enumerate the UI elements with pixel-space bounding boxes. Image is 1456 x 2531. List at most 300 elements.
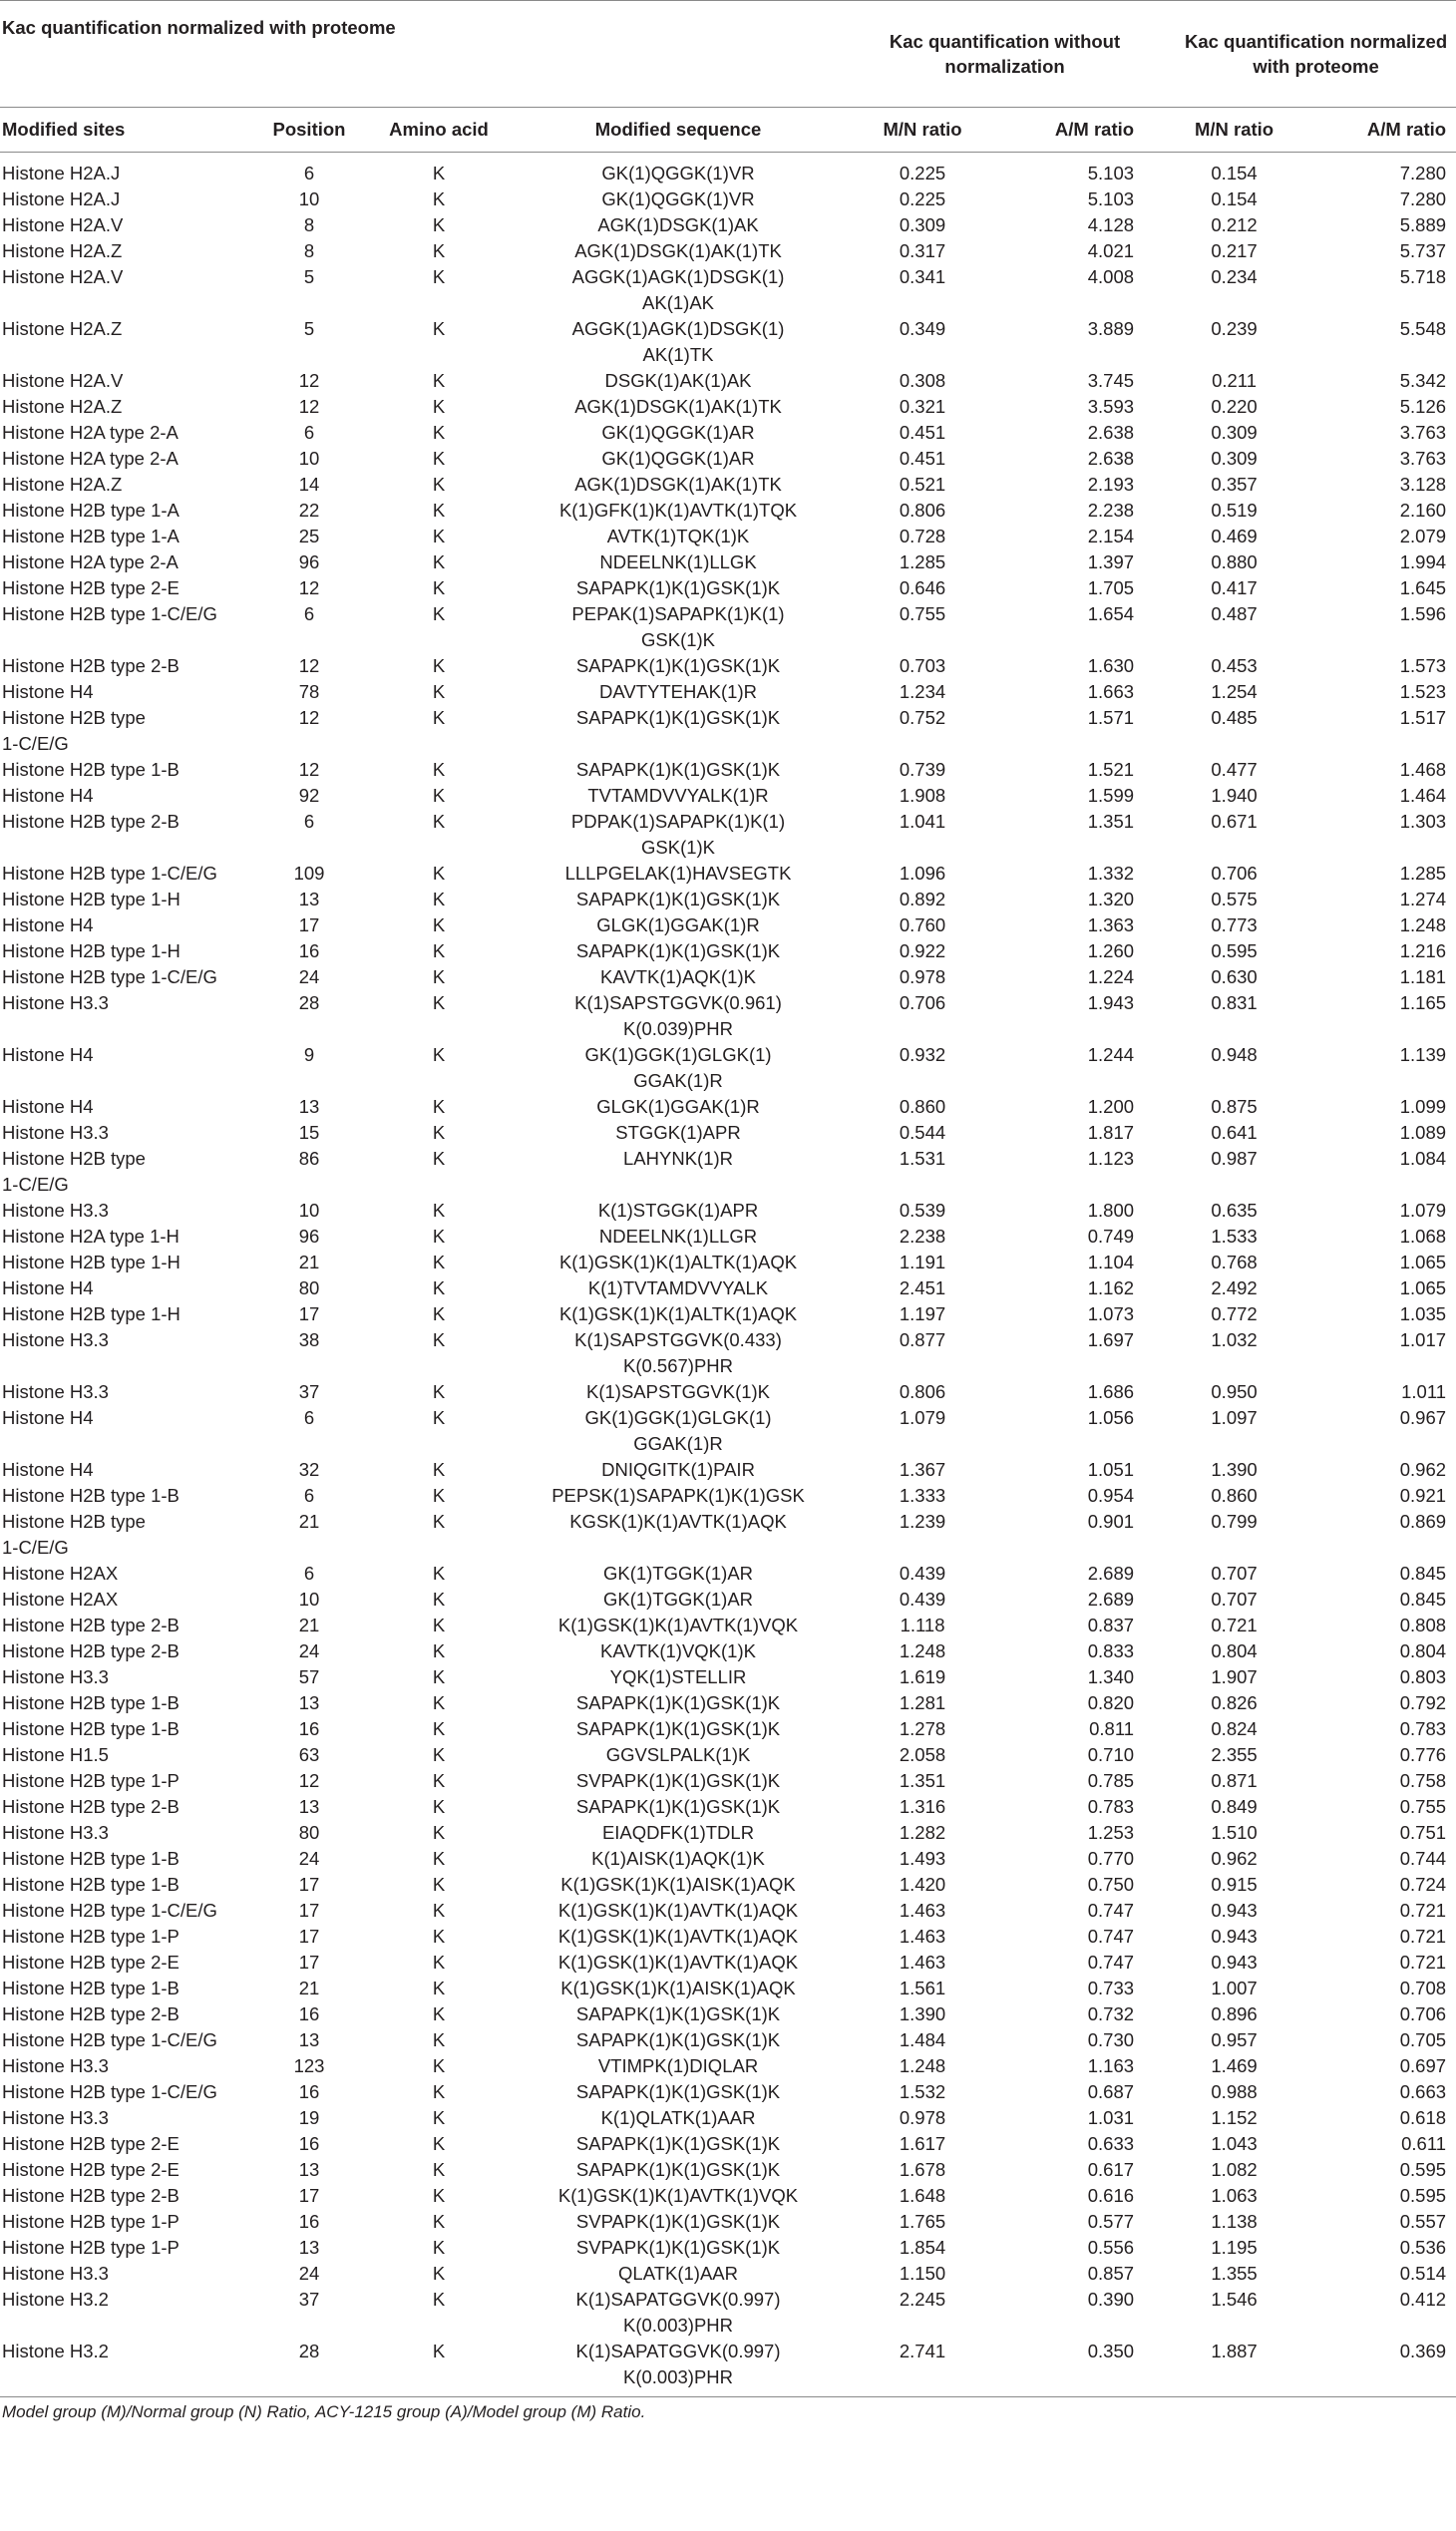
cell-position: 16: [298, 2133, 320, 2154]
cell-amino-acid: K: [432, 1044, 446, 1065]
cell-am-ratio-normalized: 1.303: [1399, 811, 1447, 832]
table-row: [0, 809, 1456, 861]
table-row: [0, 264, 1456, 316]
cell-amino-acid: K: [432, 914, 446, 935]
cell-amino-acid: K: [432, 1511, 446, 1532]
cell-position: 16: [298, 2211, 320, 2232]
cell-am-ratio-normalized: 5.889: [1399, 214, 1447, 235]
cell-amino-acid: K: [432, 188, 446, 209]
cell-modified-sequence: AGGK(1)AGK(1)DSGK(1) AK(1)AK: [571, 266, 785, 313]
cell-mn-ratio-normalized: 1.097: [1211, 1407, 1258, 1428]
cell-position: 80: [298, 1822, 320, 1843]
cell-mn-ratio: 0.806: [899, 500, 946, 521]
table-row: [0, 1457, 1456, 1483]
cell-modified-site: Histone H3.3: [2, 2263, 109, 2284]
cell-am-ratio: 1.224: [1087, 966, 1135, 987]
table-row: [0, 2209, 1456, 2235]
cell-amino-acid: K: [432, 1848, 446, 1869]
table-row: [0, 1613, 1456, 1638]
cell-position: 21: [298, 1978, 320, 1998]
cell-modified-sequence: VTIMPK(1)DIQLAR: [597, 2055, 759, 2076]
cell-am-ratio-normalized: 0.845: [1399, 1589, 1447, 1610]
cell-amino-acid: K: [432, 1226, 446, 1247]
cell-mn-ratio-normalized: 0.309: [1211, 422, 1258, 443]
cell-am-ratio-normalized: 1.017: [1399, 1329, 1447, 1350]
table-row: [0, 238, 1456, 264]
cell-position: 13: [298, 1096, 320, 1117]
table-row: [0, 2079, 1456, 2105]
cell-am-ratio: 0.901: [1087, 1511, 1135, 1532]
cell-amino-acid: K: [432, 1459, 446, 1480]
table-row: [0, 153, 1456, 187]
cell-amino-acid: K: [432, 1640, 446, 1661]
cell-mn-ratio: 0.544: [899, 1122, 946, 1143]
col-header-position: Position: [249, 108, 369, 153]
cell-mn-ratio-normalized: 0.957: [1211, 2029, 1258, 2050]
cell-mn-ratio-normalized: 1.082: [1211, 2159, 1258, 2180]
cell-modified-site: Histone H2B type 1-B: [2, 1848, 180, 1869]
cell-modified-site: Histone H2B type 2-B: [2, 1640, 180, 1661]
cell-modified-sequence: K(1)GSK(1)K(1)AVTK(1)AQK: [557, 1926, 799, 1947]
cell-modified-site: Histone H2B type 1-C/E/G: [2, 2029, 217, 2050]
cell-modified-site: Histone H2B type 1-C/E/G: [2, 707, 146, 754]
table-row: [0, 446, 1456, 472]
cell-mn-ratio-normalized: 0.896: [1211, 2003, 1258, 2024]
cell-modified-sequence: K(1)SAPSTGGVK(0.433) K(0.567)PHR: [574, 1329, 782, 1376]
cell-mn-ratio-normalized: 1.007: [1211, 1978, 1258, 1998]
table-row: [0, 1716, 1456, 1742]
cell-mn-ratio-normalized: 0.849: [1211, 1796, 1258, 1817]
cell-amino-acid: K: [432, 474, 446, 495]
cell-amino-acid: K: [432, 370, 446, 391]
cell-position: 24: [298, 1848, 320, 1869]
cell-modified-sequence: DSGK(1)AK(1)AK: [604, 370, 752, 391]
cell-mn-ratio-normalized: 0.831: [1211, 992, 1258, 1013]
cell-mn-ratio-normalized: 0.706: [1211, 863, 1258, 884]
cell-modified-site: Histone H3.3: [2, 1381, 109, 1402]
cell-am-ratio-normalized: 1.084: [1399, 1148, 1447, 1169]
cell-modified-sequence: SAPAPK(1)K(1)GSK(1)K: [575, 2159, 781, 2180]
cell-mn-ratio: 0.317: [899, 240, 946, 261]
cell-amino-acid: K: [432, 759, 446, 780]
cell-mn-ratio-normalized: 0.487: [1211, 603, 1258, 624]
cell-modified-sequence: K(1)SAPATGGVK(0.997) K(0.003)PHR: [575, 2289, 781, 2336]
table-row: [0, 1976, 1456, 2001]
cell-amino-acid: K: [432, 1252, 446, 1272]
cell-modified-site: Histone H2AX: [2, 1563, 119, 1584]
cell-amino-acid: K: [432, 1122, 446, 1143]
cell-am-ratio: 2.638: [1087, 422, 1135, 443]
cell-position: 16: [298, 1718, 320, 1739]
cell-position: 8: [303, 214, 315, 235]
cell-position: 22: [298, 500, 320, 521]
table-row: [0, 1483, 1456, 1509]
cell-mn-ratio-normalized: 0.824: [1211, 1718, 1258, 1739]
cell-mn-ratio: 1.463: [899, 1952, 946, 1973]
cell-modified-site: Histone H4: [2, 914, 94, 935]
table-title: Kac quantification normalized with proteome: [0, 1, 848, 108]
cell-modified-sequence: SAPAPK(1)K(1)GSK(1)K: [575, 940, 781, 961]
cell-am-ratio-normalized: 1.165: [1399, 992, 1447, 1013]
cell-mn-ratio: 1.285: [899, 551, 946, 572]
table-row: [0, 2131, 1456, 2157]
cell-amino-acid: K: [432, 2081, 446, 2102]
table-row: [0, 1872, 1456, 1898]
cell-am-ratio: 5.103: [1087, 163, 1135, 183]
cell-amino-acid: K: [432, 863, 446, 884]
cell-am-ratio-normalized: 1.517: [1399, 707, 1447, 728]
cell-am-ratio-normalized: 0.595: [1399, 2185, 1447, 2206]
cell-mn-ratio: 0.225: [899, 163, 946, 183]
cell-am-ratio: 0.833: [1087, 1640, 1135, 1661]
cell-am-ratio-normalized: 5.737: [1399, 240, 1447, 261]
cell-mn-ratio-normalized: 1.390: [1211, 1459, 1258, 1480]
cell-modified-site: Histone H2B type 1-C/E/G: [2, 2081, 217, 2102]
cell-mn-ratio: 0.728: [899, 526, 946, 546]
cell-mn-ratio: 0.860: [899, 1096, 946, 1117]
cell-position: 6: [303, 1407, 315, 1428]
cell-modified-site: Histone H2AX: [2, 1589, 119, 1610]
cell-modified-sequence: SAPAPK(1)K(1)GSK(1)K: [575, 1692, 781, 1713]
cell-modified-site: Histone H4: [2, 1277, 94, 1298]
cell-amino-acid: K: [432, 2029, 446, 2050]
table-row: [0, 2105, 1456, 2131]
cell-modified-sequence: KAVTK(1)AQK(1)K: [600, 966, 756, 987]
cell-modified-site: Histone H2B type 2-E: [2, 577, 180, 598]
cell-mn-ratio: 0.321: [899, 396, 946, 417]
cell-amino-acid: K: [432, 1874, 446, 1895]
cell-am-ratio: 5.103: [1087, 188, 1135, 209]
cell-mn-ratio-normalized: 1.032: [1211, 1329, 1258, 1350]
cell-modified-site: Histone H2A.V: [2, 370, 124, 391]
cell-am-ratio: 1.073: [1087, 1303, 1135, 1324]
cell-position: 28: [298, 2341, 320, 2361]
cell-position: 13: [298, 2237, 320, 2258]
cell-modified-sequence: KAVTK(1)VQK(1)K: [600, 1640, 756, 1661]
cell-mn-ratio: 0.877: [899, 1329, 946, 1350]
cell-amino-acid: K: [432, 1485, 446, 1506]
cell-amino-acid: K: [432, 1796, 446, 1817]
cell-modified-sequence: SAPAPK(1)K(1)GSK(1)K: [575, 2133, 781, 2154]
cell-modified-sequence: K(1)GSK(1)K(1)AVTK(1)AQK: [557, 1952, 799, 1973]
table-row: [0, 1924, 1456, 1950]
cell-position: 6: [303, 811, 315, 832]
table-row: [0, 212, 1456, 238]
cell-amino-acid: K: [432, 2211, 446, 2232]
cell-modified-sequence: GK(1)TGGK(1)AR: [602, 1563, 754, 1584]
cell-mn-ratio: 1.908: [899, 785, 946, 806]
cell-modified-site: Histone H2B type 1-B: [2, 1718, 180, 1739]
cell-mn-ratio: 1.648: [899, 2185, 946, 2206]
cell-am-ratio: 0.750: [1087, 1874, 1135, 1895]
cell-amino-acid: K: [432, 448, 446, 469]
cell-mn-ratio: 0.978: [899, 966, 946, 987]
cell-modified-sequence: PDPAK(1)SAPAPK(1)K(1) GSK(1)K: [570, 811, 786, 858]
cell-mn-ratio-normalized: 0.950: [1211, 1381, 1258, 1402]
table-row: [0, 938, 1456, 964]
cell-modified-sequence: SVPAPK(1)K(1)GSK(1)K: [575, 2237, 781, 2258]
table-row: [0, 575, 1456, 601]
cell-modified-sequence: SVPAPK(1)K(1)GSK(1)K: [575, 1770, 781, 1791]
cell-mn-ratio: 2.245: [899, 2289, 946, 2310]
cell-am-ratio-normalized: 1.068: [1399, 1226, 1447, 1247]
col-header-mn-ratio-normalized: M/N ratio: [1162, 108, 1306, 153]
table-row: [0, 2183, 1456, 2209]
cell-modified-sequence: NDEELNK(1)LLGR: [598, 1226, 758, 1247]
cell-amino-acid: K: [432, 1744, 446, 1765]
cell-position: 12: [298, 577, 320, 598]
cell-mn-ratio-normalized: 0.721: [1211, 1615, 1258, 1635]
cell-mn-ratio-normalized: 0.943: [1211, 1900, 1258, 1921]
cell-am-ratio: 1.817: [1087, 1122, 1135, 1143]
cell-mn-ratio: 1.463: [899, 1900, 946, 1921]
cell-mn-ratio: 1.248: [899, 1640, 946, 1661]
table-row: [0, 912, 1456, 938]
cell-mn-ratio-normalized: 0.630: [1211, 966, 1258, 987]
cell-am-ratio-normalized: 0.706: [1399, 2003, 1447, 2024]
col-header-mn-ratio: M/N ratio: [848, 108, 997, 153]
cell-position: 80: [298, 1277, 320, 1298]
cell-amino-acid: K: [432, 2237, 446, 2258]
cell-modified-site: Histone H2B type 1-B: [2, 759, 180, 780]
cell-mn-ratio: 1.532: [899, 2081, 946, 2102]
cell-modified-site: Histone H4: [2, 1044, 94, 1065]
cell-amino-acid: K: [432, 2263, 446, 2284]
cell-am-ratio-normalized: 0.514: [1399, 2263, 1447, 2284]
cell-am-ratio-normalized: 0.557: [1399, 2211, 1447, 2232]
table-row: [0, 964, 1456, 990]
cell-amino-acid: K: [432, 1329, 446, 1350]
cell-am-ratio-normalized: 0.721: [1399, 1952, 1447, 1973]
table-row: [0, 498, 1456, 524]
table-row: [0, 2053, 1456, 2079]
table-row: [0, 1638, 1456, 1664]
cell-mn-ratio: 0.646: [899, 577, 946, 598]
cell-mn-ratio: 2.238: [899, 1226, 946, 1247]
table-row: [0, 1950, 1456, 1976]
cell-am-ratio-normalized: 0.758: [1399, 1770, 1447, 1791]
cell-modified-site: Histone H2B type 1-B: [2, 1485, 180, 1506]
cell-mn-ratio: 1.239: [899, 1511, 946, 1532]
cell-modified-sequence: SAPAPK(1)K(1)GSK(1)K: [575, 2029, 781, 2050]
cell-position: 57: [298, 1666, 320, 1687]
group-header-row: [0, 1, 1456, 108]
cell-modified-sequence: AVTK(1)TQK(1)K: [606, 526, 750, 546]
cell-position: 12: [298, 396, 320, 417]
cell-am-ratio-normalized: 1.139: [1399, 1044, 1447, 1065]
table-row: [0, 1405, 1456, 1457]
cell-amino-acid: K: [432, 1407, 446, 1428]
cell-am-ratio-normalized: 0.751: [1399, 1822, 1447, 1843]
cell-mn-ratio-normalized: 1.195: [1211, 2237, 1258, 2258]
cell-mn-ratio-normalized: 1.152: [1211, 2107, 1258, 2128]
table-row: [0, 549, 1456, 575]
cell-mn-ratio: 1.531: [899, 1148, 946, 1169]
cell-modified-site: Histone H3.2: [2, 2289, 109, 2310]
cell-am-ratio-normalized: 0.921: [1399, 1485, 1447, 1506]
cell-am-ratio-normalized: 3.763: [1399, 448, 1447, 469]
cell-position: 6: [303, 603, 315, 624]
cell-modified-site: Histone H2B type 1-P: [2, 1926, 180, 1947]
table-row: [0, 1042, 1456, 1094]
cell-mn-ratio: 1.079: [899, 1407, 946, 1428]
cell-mn-ratio-normalized: 1.043: [1211, 2133, 1258, 2154]
cell-amino-acid: K: [432, 577, 446, 598]
cell-modified-site: Histone H2B type 2-E: [2, 1952, 180, 1973]
cell-modified-site: Histone H4: [2, 785, 94, 806]
cell-modified-site: Histone H2B type 1-H: [2, 1303, 181, 1324]
cell-mn-ratio: 1.420: [899, 1874, 946, 1895]
cell-mn-ratio-normalized: 0.595: [1211, 940, 1258, 961]
table-row: [0, 1198, 1456, 1224]
cell-modified-sequence: SAPAPK(1)K(1)GSK(1)K: [575, 2003, 781, 2024]
cell-mn-ratio-normalized: 0.988: [1211, 2081, 1258, 2102]
cell-am-ratio-normalized: 0.783: [1399, 1718, 1447, 1739]
cell-mn-ratio-normalized: 0.707: [1211, 1589, 1258, 1610]
cell-am-ratio-normalized: 2.160: [1399, 500, 1447, 521]
cell-position: 37: [298, 1381, 320, 1402]
cell-modified-site: Histone H3.3: [2, 1822, 109, 1843]
table-row: [0, 1301, 1456, 1327]
cell-amino-acid: K: [432, 1277, 446, 1298]
cell-position: 86: [298, 1148, 320, 1169]
cell-am-ratio-normalized: 1.596: [1399, 603, 1447, 624]
cell-mn-ratio: 1.561: [899, 1978, 946, 1998]
cell-mn-ratio-normalized: 0.871: [1211, 1770, 1258, 1791]
cell-am-ratio-normalized: 0.776: [1399, 1744, 1447, 1765]
cell-modified-site: Histone H2B type 1-H: [2, 940, 181, 961]
cell-amino-acid: K: [432, 1822, 446, 1843]
cell-mn-ratio: 0.225: [899, 188, 946, 209]
cell-am-ratio: 0.747: [1087, 1900, 1135, 1921]
cell-amino-acid: K: [432, 940, 446, 961]
cell-modified-site: Histone H2A.Z: [2, 474, 123, 495]
cell-modified-site: Histone H3.2: [2, 2341, 109, 2361]
cell-mn-ratio: 1.278: [899, 1718, 946, 1739]
cell-amino-acid: K: [432, 1200, 446, 1221]
cell-mn-ratio-normalized: 0.826: [1211, 1692, 1258, 1713]
cell-mn-ratio-normalized: 0.234: [1211, 266, 1258, 287]
cell-am-ratio-normalized: 5.342: [1399, 370, 1447, 391]
cell-am-ratio: 4.128: [1087, 214, 1135, 235]
cell-am-ratio: 0.785: [1087, 1770, 1135, 1791]
cell-modified-site: Histone H2B type 1-B: [2, 1692, 180, 1713]
table-row: [0, 186, 1456, 212]
cell-modified-sequence: GK(1)QGGK(1)AR: [601, 422, 755, 443]
cell-mn-ratio-normalized: 0.575: [1211, 889, 1258, 909]
cell-modified-site: Histone H2B type 1-C/E/G: [2, 863, 217, 884]
cell-modified-site: Histone H2B type 2-B: [2, 1796, 180, 1817]
cell-modified-sequence: SAPAPK(1)K(1)GSK(1)K: [575, 1796, 781, 1817]
cell-mn-ratio: 0.922: [899, 940, 946, 961]
cell-am-ratio: 2.238: [1087, 500, 1135, 521]
table-row: [0, 524, 1456, 549]
table-row: [0, 1561, 1456, 1587]
cell-amino-acid: K: [432, 2133, 446, 2154]
cell-position: 17: [298, 1900, 320, 1921]
cell-mn-ratio: 0.349: [899, 318, 946, 339]
cell-modified-sequence: LLLPGELAK(1)HAVSEGTK: [564, 863, 792, 884]
cell-am-ratio-normalized: 0.697: [1399, 2055, 1447, 2076]
cell-modified-site: Histone H2B type 1-P: [2, 2211, 180, 2232]
cell-mn-ratio: 1.493: [899, 1848, 946, 1869]
cell-am-ratio-normalized: 0.708: [1399, 1978, 1447, 1998]
cell-mn-ratio-normalized: 1.533: [1211, 1226, 1258, 1247]
cell-amino-acid: K: [432, 1563, 446, 1584]
table-row: [0, 1509, 1456, 1561]
cell-position: 24: [298, 2263, 320, 2284]
cell-modified-sequence: SAPAPK(1)K(1)GSK(1)K: [575, 1718, 781, 1739]
cell-mn-ratio-normalized: 0.309: [1211, 448, 1258, 469]
table-row: [0, 861, 1456, 887]
cell-position: 96: [298, 1226, 320, 1247]
table-row: [0, 2261, 1456, 2287]
cell-amino-acid: K: [432, 1978, 446, 1998]
cell-modified-sequence: DAVTYTEHAK(1)R: [599, 681, 757, 702]
cell-am-ratio: 0.783: [1087, 1796, 1135, 1817]
cell-amino-acid: K: [432, 1148, 446, 1169]
cell-mn-ratio: 0.439: [899, 1589, 946, 1610]
cell-position: 16: [298, 2081, 320, 2102]
cell-modified-sequence: K(1)QLATK(1)AAR: [600, 2107, 756, 2128]
cell-mn-ratio: 0.739: [899, 759, 946, 780]
table-row: [0, 1120, 1456, 1146]
cell-am-ratio-normalized: 1.011: [1401, 1381, 1447, 1402]
cell-am-ratio: 0.350: [1087, 2341, 1135, 2361]
cell-mn-ratio: 0.451: [899, 422, 946, 443]
cell-modified-sequence: K(1)AISK(1)AQK(1)K: [591, 1848, 765, 1869]
cell-mn-ratio-normalized: 0.154: [1211, 163, 1258, 183]
cell-modified-sequence: K(1)SAPATGGVK(0.997) K(0.003)PHR: [575, 2341, 781, 2387]
cell-modified-site: Histone H3.3: [2, 1122, 109, 1143]
table-row: [0, 1224, 1456, 1250]
table-row: [0, 653, 1456, 679]
cell-am-ratio: 0.556: [1087, 2237, 1135, 2258]
cell-am-ratio-normalized: 1.216: [1399, 940, 1447, 961]
cell-modified-sequence: KGSK(1)K(1)AVTK(1)AQK: [569, 1511, 787, 1532]
cell-amino-acid: K: [432, 1952, 446, 1973]
cell-amino-acid: K: [432, 318, 446, 339]
cell-mn-ratio-normalized: 0.671: [1211, 811, 1258, 832]
table-row: [0, 472, 1456, 498]
cell-mn-ratio: 0.308: [899, 370, 946, 391]
cell-position: 10: [298, 188, 320, 209]
cell-am-ratio-normalized: 0.869: [1399, 1511, 1447, 1532]
cell-mn-ratio: 1.367: [899, 1459, 946, 1480]
cell-amino-acid: K: [432, 785, 446, 806]
cell-mn-ratio-normalized: 0.707: [1211, 1563, 1258, 1584]
cell-position: 10: [298, 1200, 320, 1221]
cell-am-ratio: 4.021: [1087, 240, 1135, 261]
cell-am-ratio-normalized: 0.721: [1399, 1900, 1447, 1921]
cell-amino-acid: K: [432, 1926, 446, 1947]
cell-am-ratio-normalized: 3.128: [1399, 474, 1447, 495]
table-row: [0, 1768, 1456, 1794]
cell-position: 12: [298, 370, 320, 391]
cell-mn-ratio: 1.118: [900, 1615, 945, 1635]
cell-modified-sequence: GLGK(1)GGAK(1)R: [596, 914, 760, 935]
cell-amino-acid: K: [432, 2289, 446, 2310]
cell-modified-sequence: K(1)GSK(1)K(1)AVTK(1)VQK: [557, 1615, 799, 1635]
cell-mn-ratio: 1.096: [899, 863, 946, 884]
cell-position: 16: [298, 2003, 320, 2024]
cell-am-ratio-normalized: 0.803: [1399, 1666, 1447, 1687]
cell-amino-acid: K: [432, 2185, 446, 2206]
cell-am-ratio: 1.800: [1087, 1200, 1135, 1221]
cell-am-ratio: 1.253: [1087, 1822, 1135, 1843]
cell-position: 12: [298, 1770, 320, 1791]
cell-modified-site: Histone H2B type 1-A: [2, 526, 180, 546]
